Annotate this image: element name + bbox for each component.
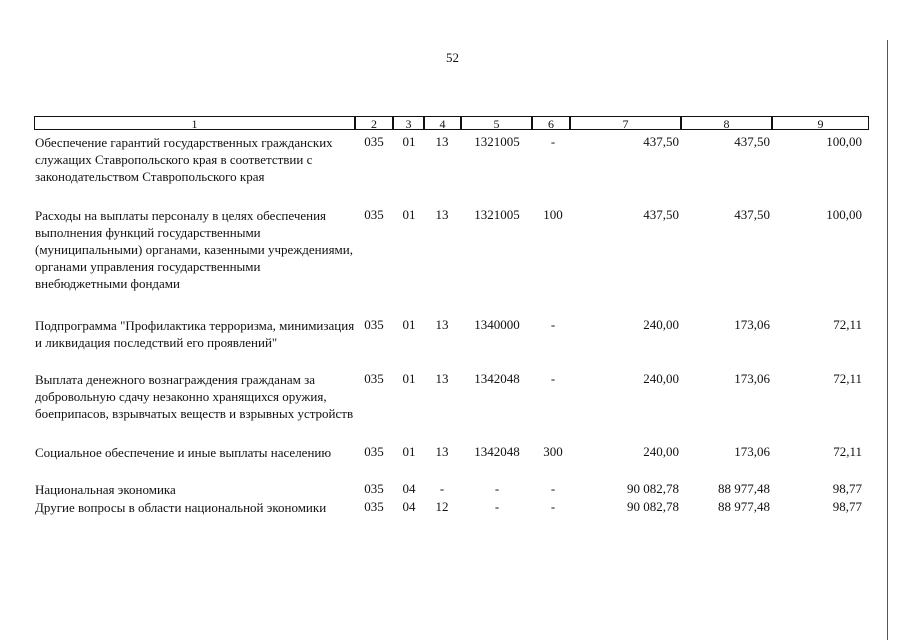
header-col-9: 9 [772,116,869,130]
row-name: Обеспечение гарантий государственных гражданских служащих Ставропольского края в соответствии с законодательством Ставропольского края [35,135,333,184]
row-target-article: - [494,481,500,496]
row-code-ministry: 035 [364,481,384,496]
row-planned: 437,50 [643,134,679,149]
row-percent: 100,00 [826,207,862,222]
row-planned: 437,50 [643,207,679,222]
row-name: Подпрограмма "Профилактика терроризма, минимизация и ликвидация последствий его проявлений" [35,318,355,350]
header-col-8: 8 [681,116,772,130]
row-percent: 98,77 [832,499,862,514]
row-actual: 88 977,48 [718,499,770,514]
row-percent: 98,77 [832,481,862,496]
row-code-ministry: 035 [364,371,384,386]
row-code-ministry: 035 [364,317,384,332]
row-subsection: 12 [435,499,449,514]
row-target-article: 1321005 [474,207,520,222]
row-subsection: - [439,481,445,496]
row-target-article: 1342048 [474,371,520,386]
row-percent: 72,11 [833,444,862,459]
row-planned: 90 082,78 [627,499,679,514]
row-target-article: 1342048 [474,444,520,459]
page-edge-divider [887,40,888,640]
page-number: 52 [446,50,459,65]
header-col-6: 6 [532,116,570,130]
row-section: 01 [402,134,416,149]
row-subsection: 13 [435,444,449,459]
row-planned: 240,00 [643,444,679,459]
row-name: Другие вопросы в области национальной экономики [35,500,327,515]
row-percent: 100,00 [826,134,862,149]
row-name: Расходы на выплаты персоналу в целях обеспечения выполнения функций государственными (муниципальными) органами, казенными учреждениями, органами управления государственными внебюджетными фондами [35,208,353,291]
header-col-1: 1 [34,116,355,130]
header-col-2: 2 [355,116,393,130]
row-subsection: 13 [435,134,449,149]
header-col-3: 3 [393,116,424,130]
row-code-ministry: 035 [364,499,384,514]
row-section: 04 [402,499,416,514]
row-section: 04 [402,481,416,496]
header-col-5: 5 [461,116,532,130]
row-name: Выплата денежного вознаграждения гражданам за добровольную сдачу незаконно хранящихся оружия, боеприпасов, взрывчатых веществ и взрывных устройств [35,372,354,421]
row-expense-type: 100 [543,207,563,222]
row-actual: 173,06 [734,444,770,459]
row-section: 01 [402,207,416,222]
row-section: 01 [402,317,416,332]
row-expense-type: - [550,481,556,496]
row-expense-type: - [550,134,556,149]
row-section: 01 [402,444,416,459]
row-target-article: - [494,499,500,514]
row-actual: 173,06 [734,317,770,332]
row-code-ministry: 035 [364,207,384,222]
row-section: 01 [402,371,416,386]
row-target-article: 1321005 [474,134,520,149]
row-expense-type: - [550,371,556,386]
row-percent: 72,11 [833,371,862,386]
row-planned: 240,00 [643,317,679,332]
row-target-article: 1340000 [474,317,520,332]
row-code-ministry: 035 [364,444,384,459]
row-name: Социальное обеспечение и иные выплаты населению [35,445,332,460]
row-expense-type: 300 [543,444,563,459]
row-subsection: 13 [435,371,449,386]
row-planned: 240,00 [643,371,679,386]
row-subsection: 13 [435,207,449,222]
row-expense-type: - [550,499,556,514]
header-col-7: 7 [570,116,681,130]
row-code-ministry: 035 [364,134,384,149]
row-planned: 90 082,78 [627,481,679,496]
row-actual: 173,06 [734,371,770,386]
table-header [34,116,869,131]
row-subsection: 13 [435,317,449,332]
row-actual: 88 977,48 [718,481,770,496]
row-percent: 72,11 [833,317,862,332]
row-name: Национальная экономика [35,482,176,497]
row-expense-type: - [550,317,556,332]
header-col-4: 4 [424,116,461,130]
row-actual: 437,50 [734,134,770,149]
row-actual: 437,50 [734,207,770,222]
